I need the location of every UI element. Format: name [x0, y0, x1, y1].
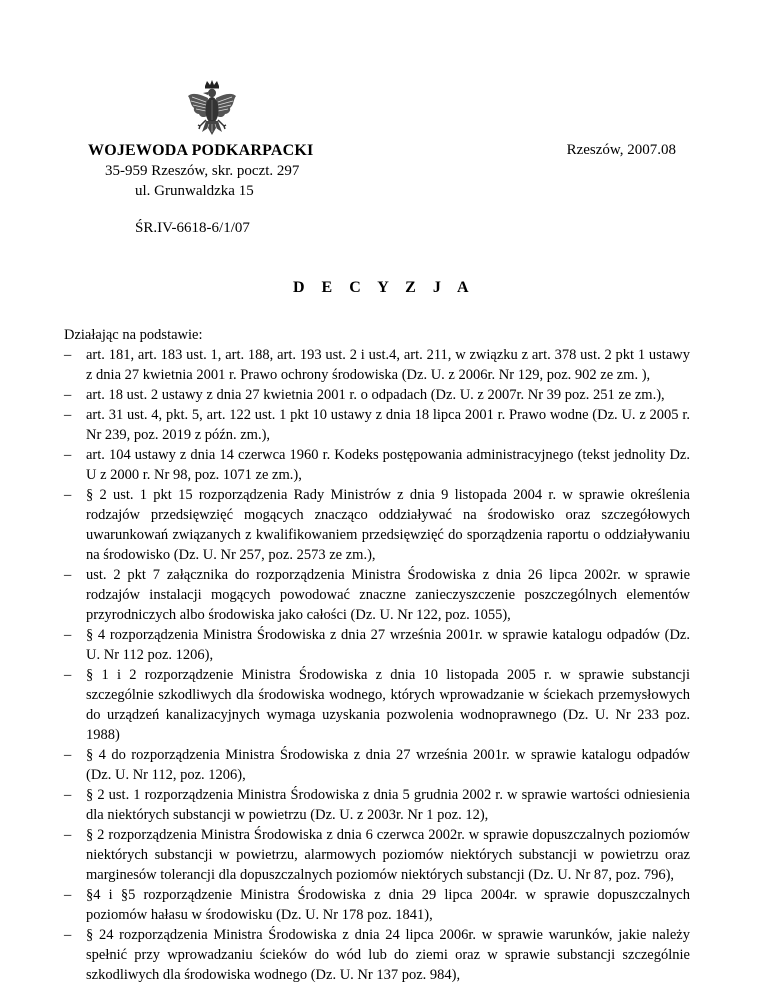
bullet-dash: –	[64, 827, 72, 843]
bullet-dash: –	[64, 887, 72, 903]
legal-basis-item-text: § 2 ust. 1 rozporządzenia Ministra Środowiska z dnia 5 grudnia 2002 r. w sprawie wartości odniesienia dla niektórych substancji w powietrzu (Dz. U. z 2003r. Nr 1 poz. 12),	[86, 787, 690, 823]
polish-eagle-emblem-icon	[186, 80, 238, 142]
reference-number: ŚR.IV-6618-6/1/07	[135, 220, 250, 236]
address-line-1: 35-959 Rzeszów, skr. poczt. 297	[105, 163, 300, 179]
legal-basis-intro: Działając na podstawie:	[64, 327, 203, 343]
bullet-dash: –	[64, 627, 72, 643]
bullet-dash: –	[64, 387, 72, 403]
legal-basis-item	[64, 385, 690, 405]
bullet-dash: –	[64, 927, 72, 943]
bullet-dash: –	[64, 487, 72, 503]
legal-basis-item	[64, 925, 690, 985]
legal-basis-item	[64, 785, 690, 825]
legal-basis-item-text: § 1 i 2 rozporządzenie Ministra Środowiska z dnia 10 listopada 2005 r. w sprawie substancji szczególnie szkodliwych dla środowiska wodnego, których wprowadzanie w ściekach przemysłowych do urządzeń kanalizacyjnych wymaga uzyskania pozwolenia wodnoprawnego (Dz. U. Nr 233 poz. 1988)	[86, 667, 690, 743]
legal-basis-item-text: § 4 do rozporządzenia Ministra Środowiska z dnia 27 września 2001r. w sprawie katalogu odpadów (Dz. U. Nr 112, poz. 1206),	[86, 747, 690, 783]
legal-basis-item	[64, 825, 690, 885]
legal-basis-item-text: §4 i §5 rozporządzenie Ministra Środowiska z dnia 29 lipca 2004r. w sprawie dopuszczalnych poziomów hałasu w środowisku (Dz. U. Nr 178 poz. 1841),	[86, 887, 690, 923]
legal-basis-item-text: art. 181, art. 183 ust. 1, art. 188, art. 193 ust. 2 i ust.4, art. 211, w związku z art. 378 ust. 2 pkt 1 ustawy z dnia 27 kwietnia 2001 r. Prawo ochrony środowiska (Dz. U. z 2006r. Nr 129, poz. 902 ze zm. ),	[86, 347, 690, 383]
legal-basis-item	[64, 405, 690, 445]
bullet-dash: –	[64, 667, 72, 683]
legal-basis-item	[64, 885, 690, 925]
bullet-dash: –	[64, 407, 72, 423]
legal-basis-item-text: § 2 ust. 1 pkt 15 rozporządzenia Rady Ministrów z dnia 9 listopada 2004 r. w sprawie określenia rodzajów przedsięwzięć mogących znacząco oddziaływać na środowisko oraz szczegółowych uwarunkowań związanych z kwalifikowaniem przedsięwzięć do sporządzenia raportu o oddziaływaniu na środowisko (Dz. U. Nr 257, poz. 2573 ze zm.),	[86, 487, 690, 563]
legal-basis-item-text: § 24 rozporządzenia Ministra Środowiska z dnia 24 lipca 2006r. w sprawie warunków, jakie należy spełnić przy wprowadzaniu ścieków do wód lub do ziemi oraz w sprawie substancji szczególnie szkodliwych dla środowiska wodnego (Dz. U. Nr 137 poz. 984),	[86, 927, 690, 983]
bullet-dash: –	[64, 347, 72, 363]
legal-basis-item-text: art. 18 ust. 2 ustawy z dnia 27 kwietnia 2001 r. o odpadach (Dz. U. z 2007r. Nr 39 poz. 251 ze zm.),	[86, 387, 665, 403]
bullet-dash: –	[64, 747, 72, 763]
legal-basis-item-text: art. 104 ustawy z dnia 14 czerwca 1960 r. Kodeks postępowania administracyjnego (tekst jednolity Dz. U z 2000 r. Nr 98, poz. 1071 ze zm.),	[86, 447, 690, 483]
legal-basis-item	[64, 745, 690, 785]
legal-basis-item	[64, 565, 690, 625]
legal-basis-item	[64, 445, 690, 485]
legal-basis-list	[64, 345, 690, 985]
legal-basis-item-text: art. 31 ust. 4, pkt. 5, art. 122 ust. 1 pkt 10 ustawy z dnia 18 lipca 2001 r. Prawo wodne (Dz. U. z 2005 r. Nr 239, poz. 2019 z późn. zm.),	[86, 407, 690, 443]
address-line-2: ul. Grunwaldzka 15	[135, 183, 254, 199]
legal-basis-item	[64, 625, 690, 665]
legal-basis-section	[64, 325, 690, 985]
legal-basis-item-text: § 4 rozporządzenia Ministra Środowiska z dnia 27 września 2001r. w sprawie katalogu odpadów (Dz. U. Nr 112 poz. 1206),	[86, 627, 690, 663]
bullet-dash: –	[64, 567, 72, 583]
legal-basis-item-text: ust. 2 pkt 7 załącznika do rozporządzenia Ministra Środowiska z dnia 26 lipca 2002r. w sprawie rodzajów instalacji mogących powodować znaczne zanieczyszczenie poszczególnych elementów przyrodniczych albo środowiska jako całości (Dz. U. Nr 122, poz. 1055),	[86, 567, 690, 623]
legal-basis-item	[64, 485, 690, 565]
bullet-dash: –	[64, 447, 72, 463]
document-title: D E C Y Z J A	[293, 279, 475, 296]
legal-basis-item	[64, 345, 690, 385]
legal-basis-item-text: § 2 rozporządzenia Ministra Środowiska z dnia 6 czerwca 2002r. w sprawie dopuszczalnych poziomów niektórych substancji w powietrzu, alarmowych poziomów niektórych substancji w powietrzu oraz marginesów tolerancji dla dopuszczalnych poziomów niektórych substancji (Dz. U. Nr 87, poz. 796),	[86, 827, 690, 883]
legal-basis-item	[64, 665, 690, 745]
authority-name: WOJEWODA PODKARPACKI	[88, 142, 314, 159]
bullet-dash: –	[64, 787, 72, 803]
document-date: Rzeszów, 2007.08	[566, 142, 676, 158]
